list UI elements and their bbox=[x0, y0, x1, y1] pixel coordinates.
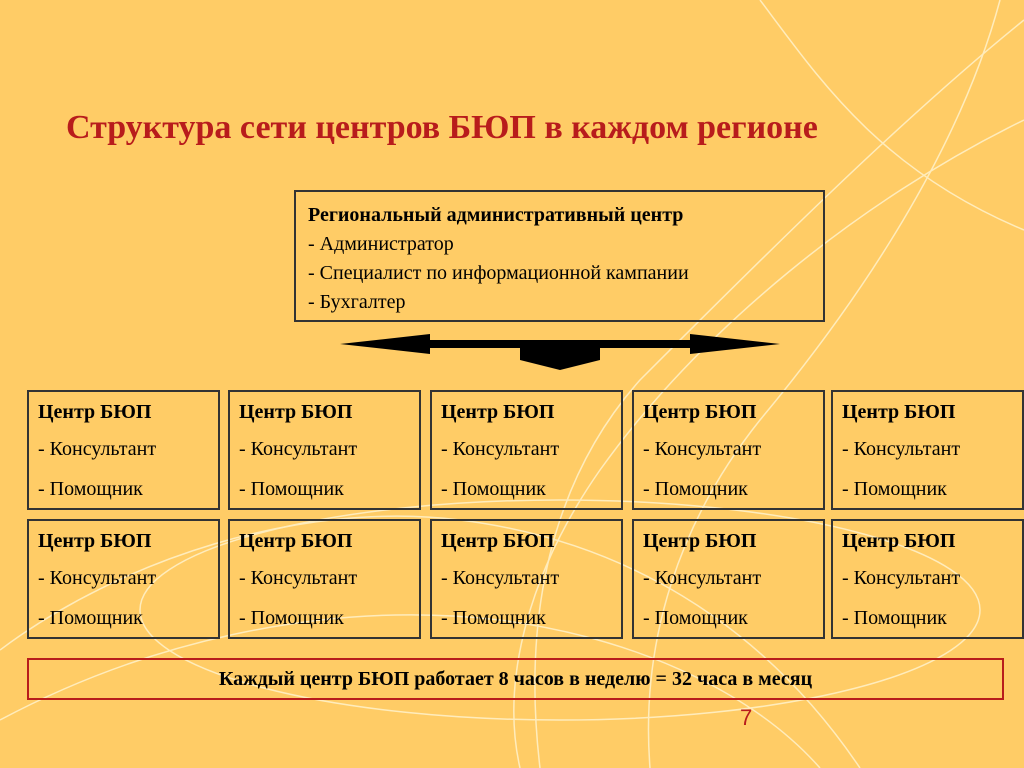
center-heading: Центр БЮП bbox=[643, 530, 757, 552]
footer-summary-text: Каждый центр БЮП работает 8 часов в неделю = 32 часа в месяц bbox=[218, 668, 813, 690]
center-role-assistant: - Помощник bbox=[441, 607, 546, 629]
double-arrow-with-down-arrow-icon bbox=[330, 330, 790, 372]
regional-admin-center-box bbox=[294, 190, 825, 322]
center-role-assistant: - Помощник bbox=[239, 478, 344, 500]
center-heading: Центр БЮП bbox=[842, 401, 956, 423]
center-role-assistant: - Помощник bbox=[38, 478, 143, 500]
page-number: 7 bbox=[740, 705, 753, 730]
center-heading: Центр БЮП bbox=[38, 401, 152, 423]
center-box bbox=[27, 519, 220, 639]
center-box bbox=[632, 390, 825, 510]
center-role-consultant: - Консультант bbox=[38, 438, 157, 460]
center-role-assistant: - Помощник bbox=[643, 478, 748, 500]
admin-role-accountant: - Бухгалтер bbox=[308, 291, 406, 313]
center-role-consultant: - Консультант bbox=[441, 567, 560, 589]
center-role-assistant: - Помощник bbox=[842, 607, 947, 629]
center-role-consultant: - Консультант bbox=[239, 438, 358, 460]
slide-title: Структура сети центров БЮП в каждом регионе bbox=[66, 109, 818, 146]
center-box bbox=[831, 390, 1024, 510]
center-role-consultant: - Консультант bbox=[38, 567, 157, 589]
center-box bbox=[228, 519, 421, 639]
center-box bbox=[430, 519, 623, 639]
center-role-assistant: - Помощник bbox=[643, 607, 748, 629]
center-box bbox=[228, 390, 421, 510]
admin-role-info-specialist: - Специалист по информационной кампании bbox=[308, 262, 689, 284]
center-heading: Центр БЮП bbox=[441, 401, 555, 423]
admin-center-heading: Региональный административный центр bbox=[308, 204, 684, 226]
admin-role-administrator: - Администратор bbox=[308, 233, 454, 255]
center-heading: Центр БЮП bbox=[239, 530, 353, 552]
center-role-consultant: - Консультант bbox=[842, 567, 961, 589]
center-role-consultant: - Консультант bbox=[239, 567, 358, 589]
center-heading: Центр БЮП bbox=[441, 530, 555, 552]
center-role-assistant: - Помощник bbox=[239, 607, 344, 629]
center-role-assistant: - Помощник bbox=[38, 607, 143, 629]
center-box bbox=[430, 390, 623, 510]
center-heading: Центр БЮП bbox=[38, 530, 152, 552]
center-role-consultant: - Консультант bbox=[643, 567, 762, 589]
footer-summary-box bbox=[27, 658, 1004, 700]
center-box bbox=[632, 519, 825, 639]
center-heading: Центр БЮП bbox=[239, 401, 353, 423]
center-role-consultant: - Консультант bbox=[441, 438, 560, 460]
center-box bbox=[27, 390, 220, 510]
center-role-consultant: - Консультант bbox=[643, 438, 762, 460]
center-role-assistant: - Помощник bbox=[842, 478, 947, 500]
center-box bbox=[831, 519, 1024, 639]
center-role-assistant: - Помощник bbox=[441, 478, 546, 500]
center-heading: Центр БЮП bbox=[842, 530, 956, 552]
center-heading: Центр БЮП bbox=[643, 401, 757, 423]
center-role-consultant: - Консультант bbox=[842, 438, 961, 460]
